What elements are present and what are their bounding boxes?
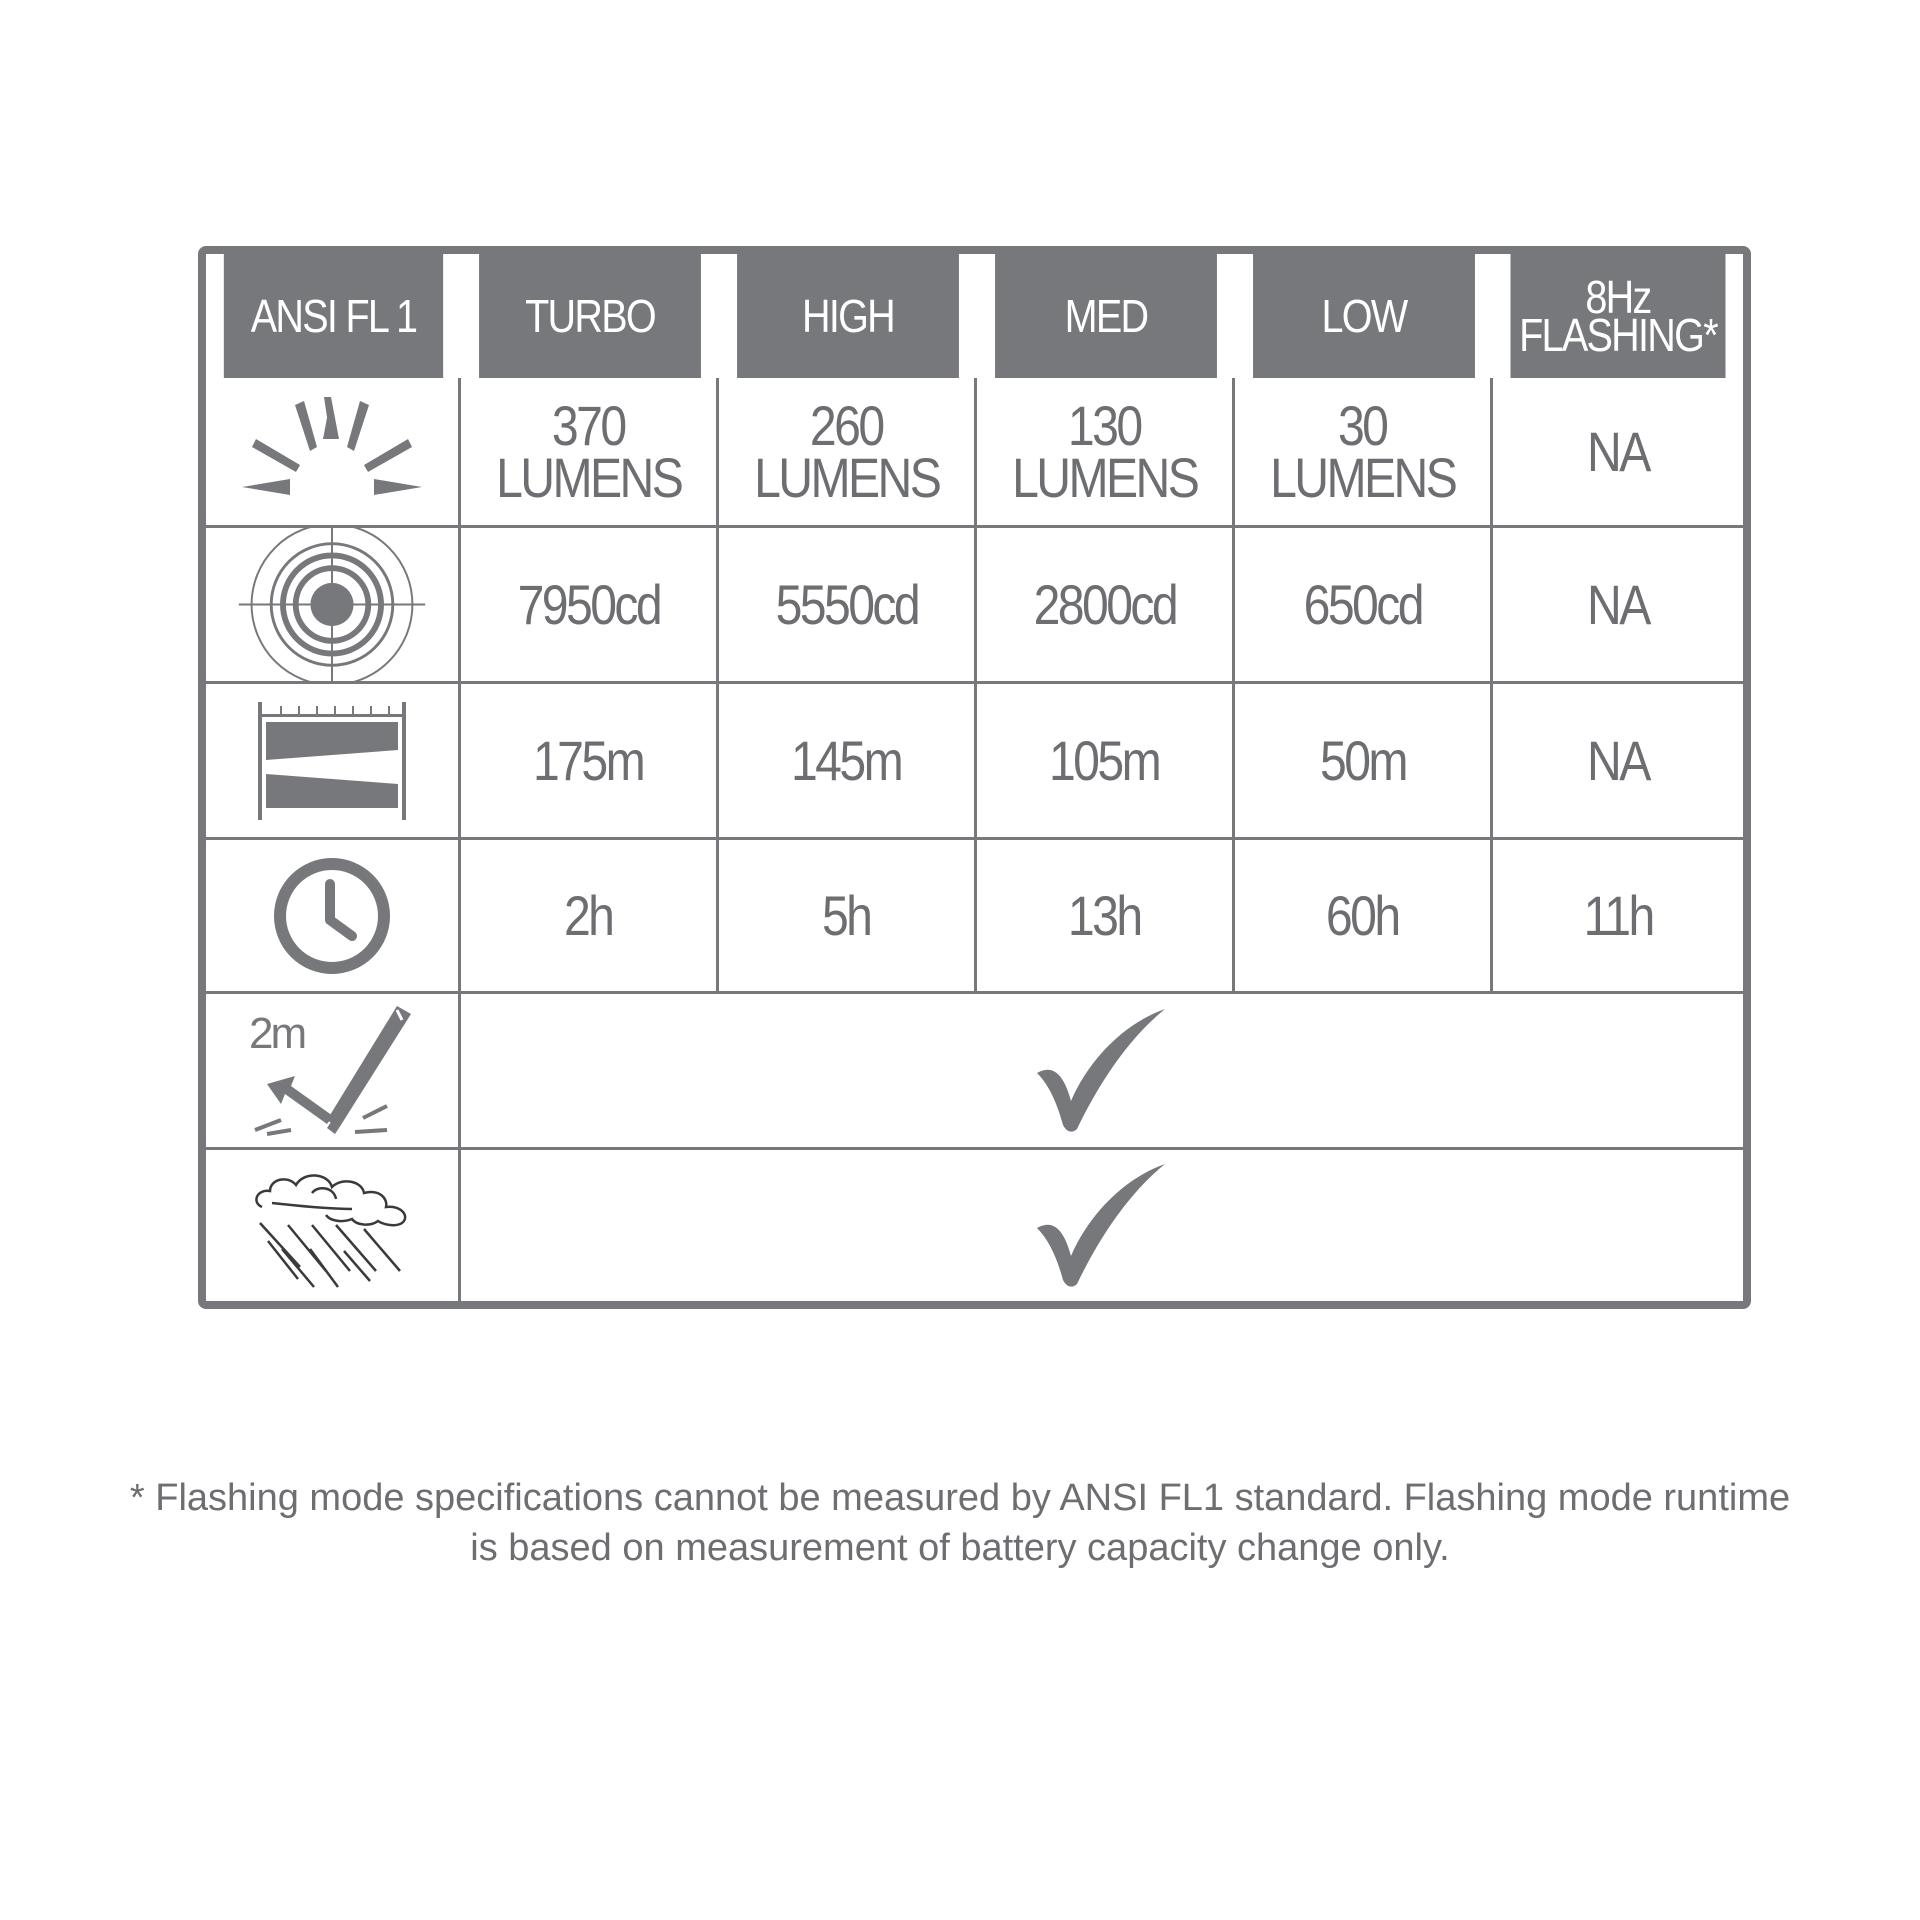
sun-rays-icon xyxy=(242,397,422,507)
distance-turbo-value: 175m xyxy=(533,728,644,792)
runtime-flashing-value: 11h xyxy=(1583,883,1653,947)
impact-check-cell xyxy=(461,994,1743,1150)
output-turbo-value: 370 xyxy=(552,393,625,457)
intensity-flashing xyxy=(1493,528,1743,684)
runtime-high xyxy=(719,840,977,994)
row-intensity-icon-cell xyxy=(206,528,461,684)
runtime-med xyxy=(977,840,1235,994)
runtime-low-value: 60h xyxy=(1326,883,1399,947)
runtime-turbo xyxy=(461,840,719,994)
output-low xyxy=(1235,378,1493,528)
intensity-flashing-value: NA xyxy=(1587,572,1649,636)
header-turbo: TURBO xyxy=(479,254,701,378)
output-flashing-value: NA xyxy=(1587,419,1649,483)
distance-low xyxy=(1235,684,1493,840)
distance-low-value: 50m xyxy=(1319,728,1406,792)
distance-med xyxy=(977,684,1235,840)
output-med-unit: LUMENS xyxy=(1011,445,1198,509)
footnote-line-1: * Flashing mode specifications cannot be measured by ANSI FL1 standard. Flashing mode runtime xyxy=(129,1477,1791,1519)
runtime-med-value: 13h xyxy=(1068,883,1141,947)
output-turbo-unit: LUMENS xyxy=(495,445,682,509)
spec-table xyxy=(198,246,1751,1309)
header-flashing xyxy=(1511,254,1726,378)
intensity-turbo xyxy=(461,528,719,684)
impact-resistance-icon xyxy=(247,1006,417,1136)
intensity-low-value: 650cd xyxy=(1303,572,1422,636)
distance-flashing xyxy=(1493,684,1743,840)
output-med xyxy=(977,378,1235,528)
row-output-icon-cell xyxy=(206,378,461,528)
runtime-flashing xyxy=(1493,840,1743,994)
row-distance-icon-cell xyxy=(206,684,461,840)
header-med: MED xyxy=(995,254,1217,378)
water-check-cell xyxy=(461,1150,1743,1301)
distance-high-value: 145m xyxy=(791,728,902,792)
intensity-high-value: 5550cd xyxy=(775,572,918,636)
output-low-unit: LUMENS xyxy=(1269,445,1456,509)
output-flashing xyxy=(1493,378,1743,528)
checkmark-icon xyxy=(1037,1164,1167,1288)
output-high-value: 260 xyxy=(810,393,883,457)
output-high-unit: LUMENS xyxy=(753,445,940,509)
header-flashing-line1: 8Hz xyxy=(1585,271,1651,323)
intensity-turbo-value: 7950cd xyxy=(517,572,660,636)
distance-high xyxy=(719,684,977,840)
intensity-med xyxy=(977,528,1235,684)
output-low-value: 30 xyxy=(1338,393,1387,457)
header-flashing-line2: FLASHING* xyxy=(1519,309,1717,361)
row-impact-icon-cell xyxy=(206,994,461,1150)
intensity-med-value: 2800cd xyxy=(1033,572,1176,636)
clock-icon xyxy=(272,856,392,976)
distance-med-value: 105m xyxy=(1049,728,1160,792)
intensity-high xyxy=(719,528,977,684)
row-water-icon-cell xyxy=(206,1150,461,1301)
distance-turbo xyxy=(461,684,719,840)
checkmark-icon xyxy=(1037,1009,1167,1133)
runtime-high-value: 5h xyxy=(822,883,871,947)
header-low: LOW xyxy=(1253,254,1475,378)
output-turbo xyxy=(461,378,719,528)
header-ansi: ANSI FL 1 xyxy=(224,254,443,378)
beam-distance-icon xyxy=(258,702,406,820)
row-runtime-icon-cell xyxy=(206,840,461,994)
header-high: HIGH xyxy=(737,254,959,378)
footnote xyxy=(0,1473,1920,1573)
runtime-low xyxy=(1235,840,1493,994)
output-high xyxy=(719,378,977,528)
target-icon xyxy=(237,528,427,681)
impact-height-label: 2m xyxy=(249,1008,305,1058)
distance-flashing-value: NA xyxy=(1587,728,1649,792)
footnote-line-2: is based on measurement of battery capacity change only. xyxy=(470,1527,1450,1569)
runtime-turbo-value: 2h xyxy=(564,883,613,947)
rain-cloud-icon xyxy=(252,1163,412,1289)
output-med-value: 130 xyxy=(1068,393,1141,457)
intensity-low xyxy=(1235,528,1493,684)
